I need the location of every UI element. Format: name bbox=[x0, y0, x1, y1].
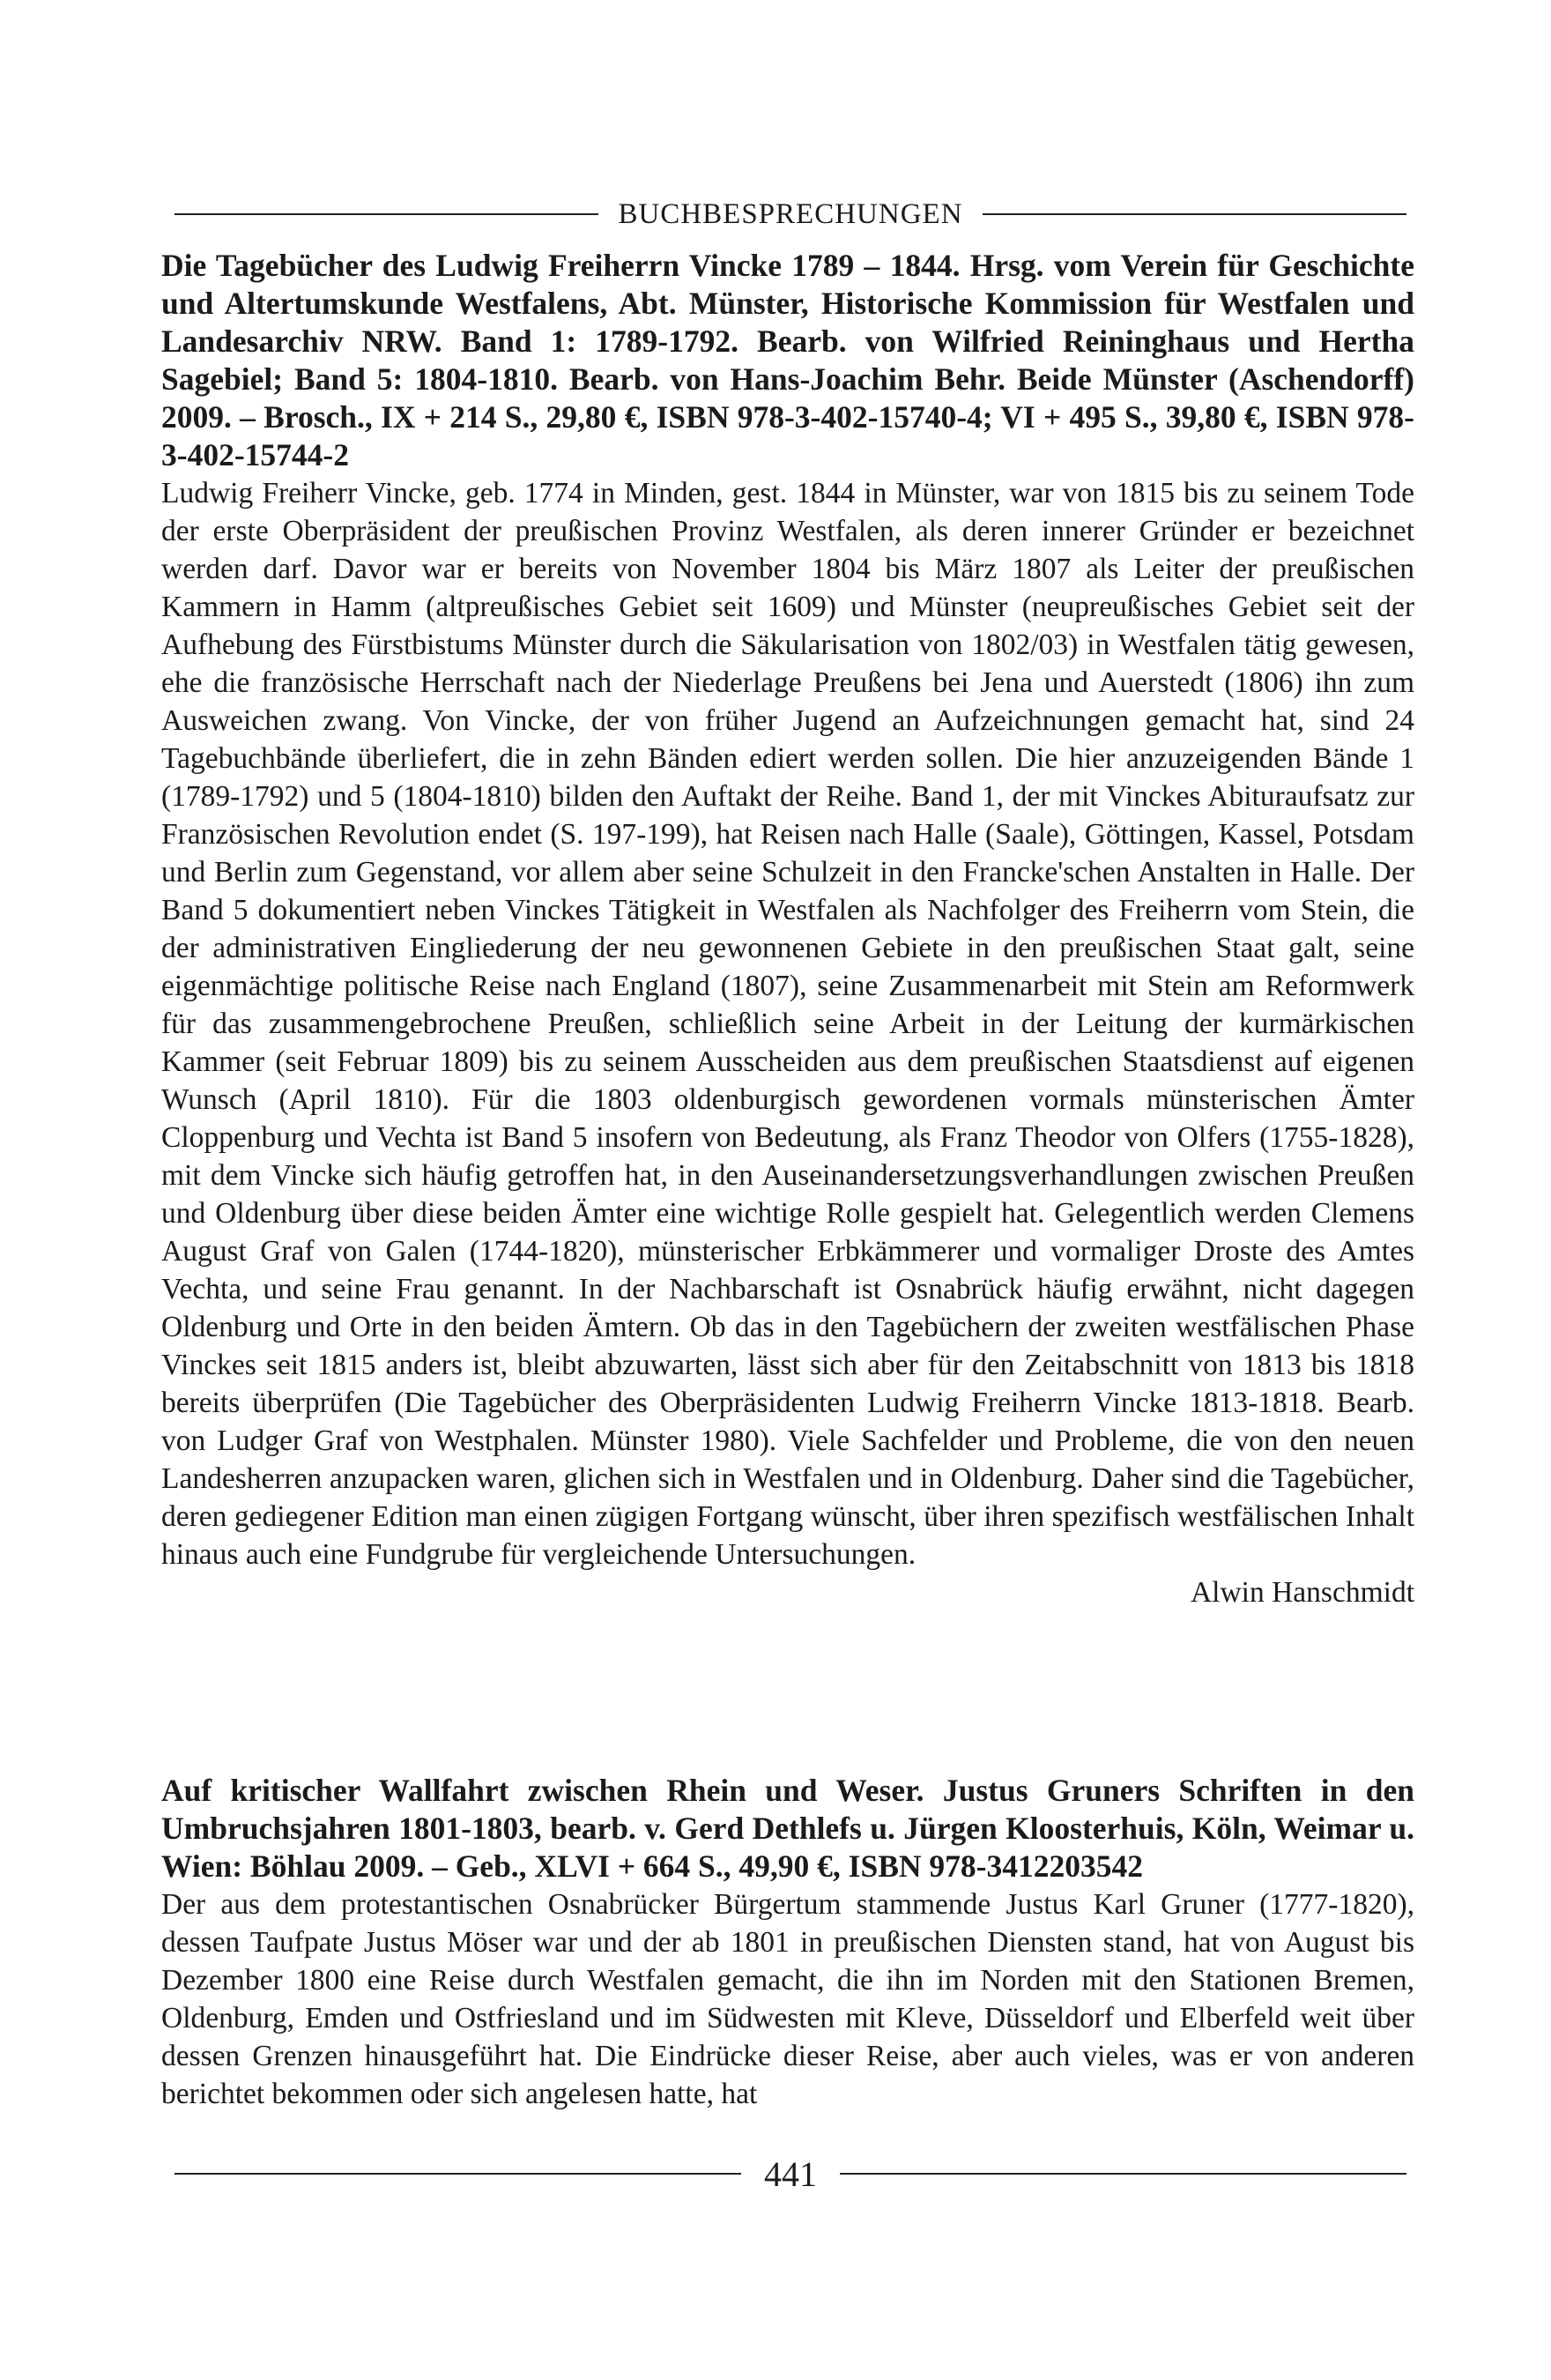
footer-rule-right bbox=[840, 2173, 1406, 2175]
review-vincke-tagebuecher bbox=[161, 247, 1414, 1611]
section-title: BUCHBESPRECHUNGEN bbox=[618, 197, 963, 230]
page-footer bbox=[174, 2151, 1406, 2197]
page-number: 441 bbox=[764, 2153, 817, 2194]
header-rule-left bbox=[174, 213, 598, 215]
review-body: Ludwig Freiherr Vincke, geb. 1774 in Minden, gest. 1844 in Münster, war von 1815 bis zu seinem Tode der erste Oberpräsident der preußischen Provinz Westfalen, als deren innerer Gründer er bezeichnet werden darf. Davor war er bereits von November 1804 bis März 1807 als Leiter der preußischen Kammern in Hamm (altpreußisches Gebiet seit 1609) und Münster (neupreußisches Gebiet seit der Aufhebung des Fürstbistums Münster durch die Säkularisation von 1802/03) in Westfalen tätig gewesen, ehe die französische Herrschaft nach der Niederlage Preußens bei Jena und Auerstedt (1806) ihn zum Ausweichen zwang. Von Vincke, der von früher Jugend an Aufzeichnungen gemacht hat, sind 24 Tagebuchbände überliefert, die in zehn Bänden ediert werden sollen. Die hier anzuzeigenden Bände 1 (1789-1792) und 5 (1804-1810) bilden den Auftakt der Reihe. Band 1, der mit Vinckes Abituraufsatz zur Französischen Revolution endet (S. 197-199), hat Reisen nach Halle (Saale), Göttingen, Kassel, Potsdam und Berlin zum Gegenstand, vor allem aber seine Schulzeit in den Francke'schen Anstalten in Halle. Der Band 5 dokumentiert neben Vinckes Tätigkeit in Westfalen als Nachfolger des Freiherrn vom Stein, die der administrativen Eingliederung der neu gewonnenen Gebiete in den preußischen Staat galt, seine eigenmächtige politische Reise nach England (1807), seine Zusammenarbeit mit Stein am Reformwerk für das zusammengebrochene Preußen, schließlich seine Arbeit in der Leitung der kurmärkischen Kammer (seit Februar 1809) bis zu seinem Ausscheiden aus dem preußischen Staatsdienst auf eigenen Wunsch (April 1810). Für die 1803 oldenburgisch gewordenen vormals münsterischen Ämter Cloppenburg und Vechta ist Band 5 insofern von Bedeutung, als Franz Theodor von Olfers (1755-1828), mit dem Vincke sich häufig getroffen hat, in den Auseinandersetzungsverhandlungen zwischen Preußen und Oldenburg über diese beiden Ämter eine wichtige Rolle gespielt hat. Gelegentlich werden Clemens August Graf von Galen (1744-1820), münsterischer Erbkämmerer und vormaliger Droste des Amtes Vechta, und seine Frau genannt. In der Nachbarschaft ist Osnabrück häufig erwähnt, nicht dagegen Oldenburg und Orte in den beiden Ämtern. Ob das in den Tagebüchern der zweiten westfälischen Phase Vinckes seit 1815 anders ist, bleibt abzuwarten, lässt sich aber für den Zeitabschnitt von 1813 bis 1818 bereits überprüfen (Die Tagebücher des Oberpräsidenten Ludwig Freiherrn Vincke 1813-1818. Bearb. von Ludger Graf von Westphalen. Münster 1980). Viele Sachfelder und Probleme, die von den neuen Landesherren anzupacken waren, glichen sich in Westfalen und in Oldenburg. Daher sind die Tagebücher, deren gediegener Edition man einen zügigen Fortgang wünscht, über ihren spezifisch westfälischen Inhalt hinaus auch eine Fundgrube für vergleichende Untersuchungen. bbox=[161, 477, 1414, 1571]
header-rule-right bbox=[983, 213, 1406, 215]
review-heading: Auf kritischer Wallfahrt zwischen Rhein und Weser. Justus Gruners Schriften in den Umbruchsjahren 1801-1803, bearb. v. Gerd Dethlefs u. Jürgen Kloosterhuis, Köln, Weimar u. Wien: Böhlau 2009. – Geb., XLVI + 664 S., 49,90 €, ISBN 978-3412203542 bbox=[161, 1773, 1414, 1884]
review-gruner-schriften bbox=[161, 1772, 1414, 2113]
review-body: Der aus dem protestantischen Osnabrücker Bürgertum stammende Justus Karl Gruner (1777-1820), dessen Taufpate Justus Möser war und der ab 1801 in preußischen Diensten stand, hat von August bis Dezember 1800 eine Reise durch Westfalen gemacht, die ihn im Norden mit den Stationen Bremen, Oldenburg, Emden und Ostfriesland und im Südwesten mit Kleve, Düsseldorf und Elberfeld weit über dessen Grenzen hinausgeführt hat. Die Eindrücke dieser Reise, aber auch vieles, was er von anderen berichtet bekommen oder sich angelesen hatte, hat bbox=[161, 1888, 1414, 2110]
footer-rule-left bbox=[174, 2173, 741, 2175]
review-heading: Die Tagebücher des Ludwig Freiherrn Vincke 1789 – 1844. Hrsg. vom Verein für Geschichte und Altertumskunde Westfalens, Abt. Münster, Historische Kommission für Westfalen und Landesarchiv NRW. Band 1: 1789-1792. Bearb. von Wilfried Reininghaus und Hertha Sagebiel; Band 5: 1804-1810. Bearb. von Hans-Joachim Behr. Beide Münster (Aschendorff) 2009. – Brosch., IX + 214 S., 29,80 €, ISBN 978-3-402-15740-4; VI + 495 S., 39,80 €, ISBN 978-3-402-15744-2 bbox=[161, 248, 1414, 472]
reviewer-name: Alwin Hanschmidt bbox=[1190, 1576, 1414, 1609]
running-header bbox=[174, 197, 1406, 230]
